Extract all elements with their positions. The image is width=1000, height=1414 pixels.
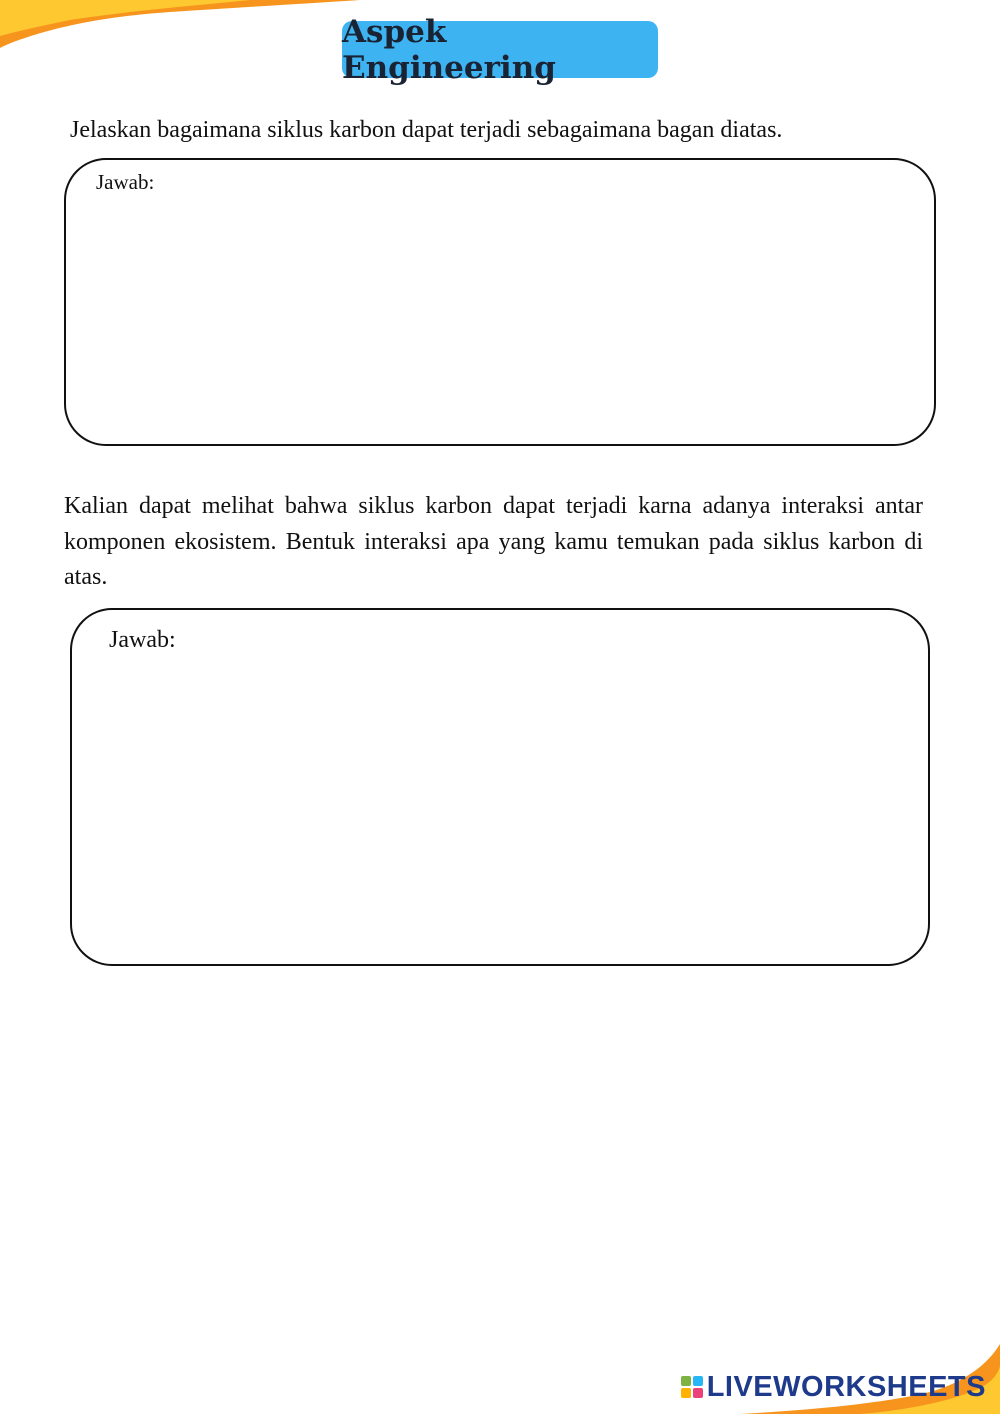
answer-box-1[interactable] bbox=[64, 158, 936, 446]
flame-decoration-top-left-icon bbox=[0, 0, 360, 60]
liveworksheets-brand bbox=[680, 1370, 986, 1404]
page-title: Aspek Engineering bbox=[342, 13, 556, 86]
title-badge bbox=[342, 13, 658, 86]
answer-label-2: Jawab: bbox=[109, 627, 176, 653]
answer-box-2[interactable] bbox=[70, 608, 930, 966]
answer-label-1: Jawab: bbox=[96, 170, 155, 194]
question-2-prompt: Kalian dapat melihat bahwa siklus karbon dapat terjadi karna adanya interaksi antar komponen ekosistem. Bentuk interaksi apa yang kamu temukan pada siklus karbon di atas. bbox=[64, 493, 923, 590]
brand-text: LIVEWORKSHEETS bbox=[706, 1370, 986, 1403]
liveworksheets-logo-icon bbox=[680, 1375, 704, 1399]
question-1-prompt: Jelaskan bagaimana siklus karbon dapat terjadi sebagaimana bagan diatas. bbox=[70, 117, 783, 143]
